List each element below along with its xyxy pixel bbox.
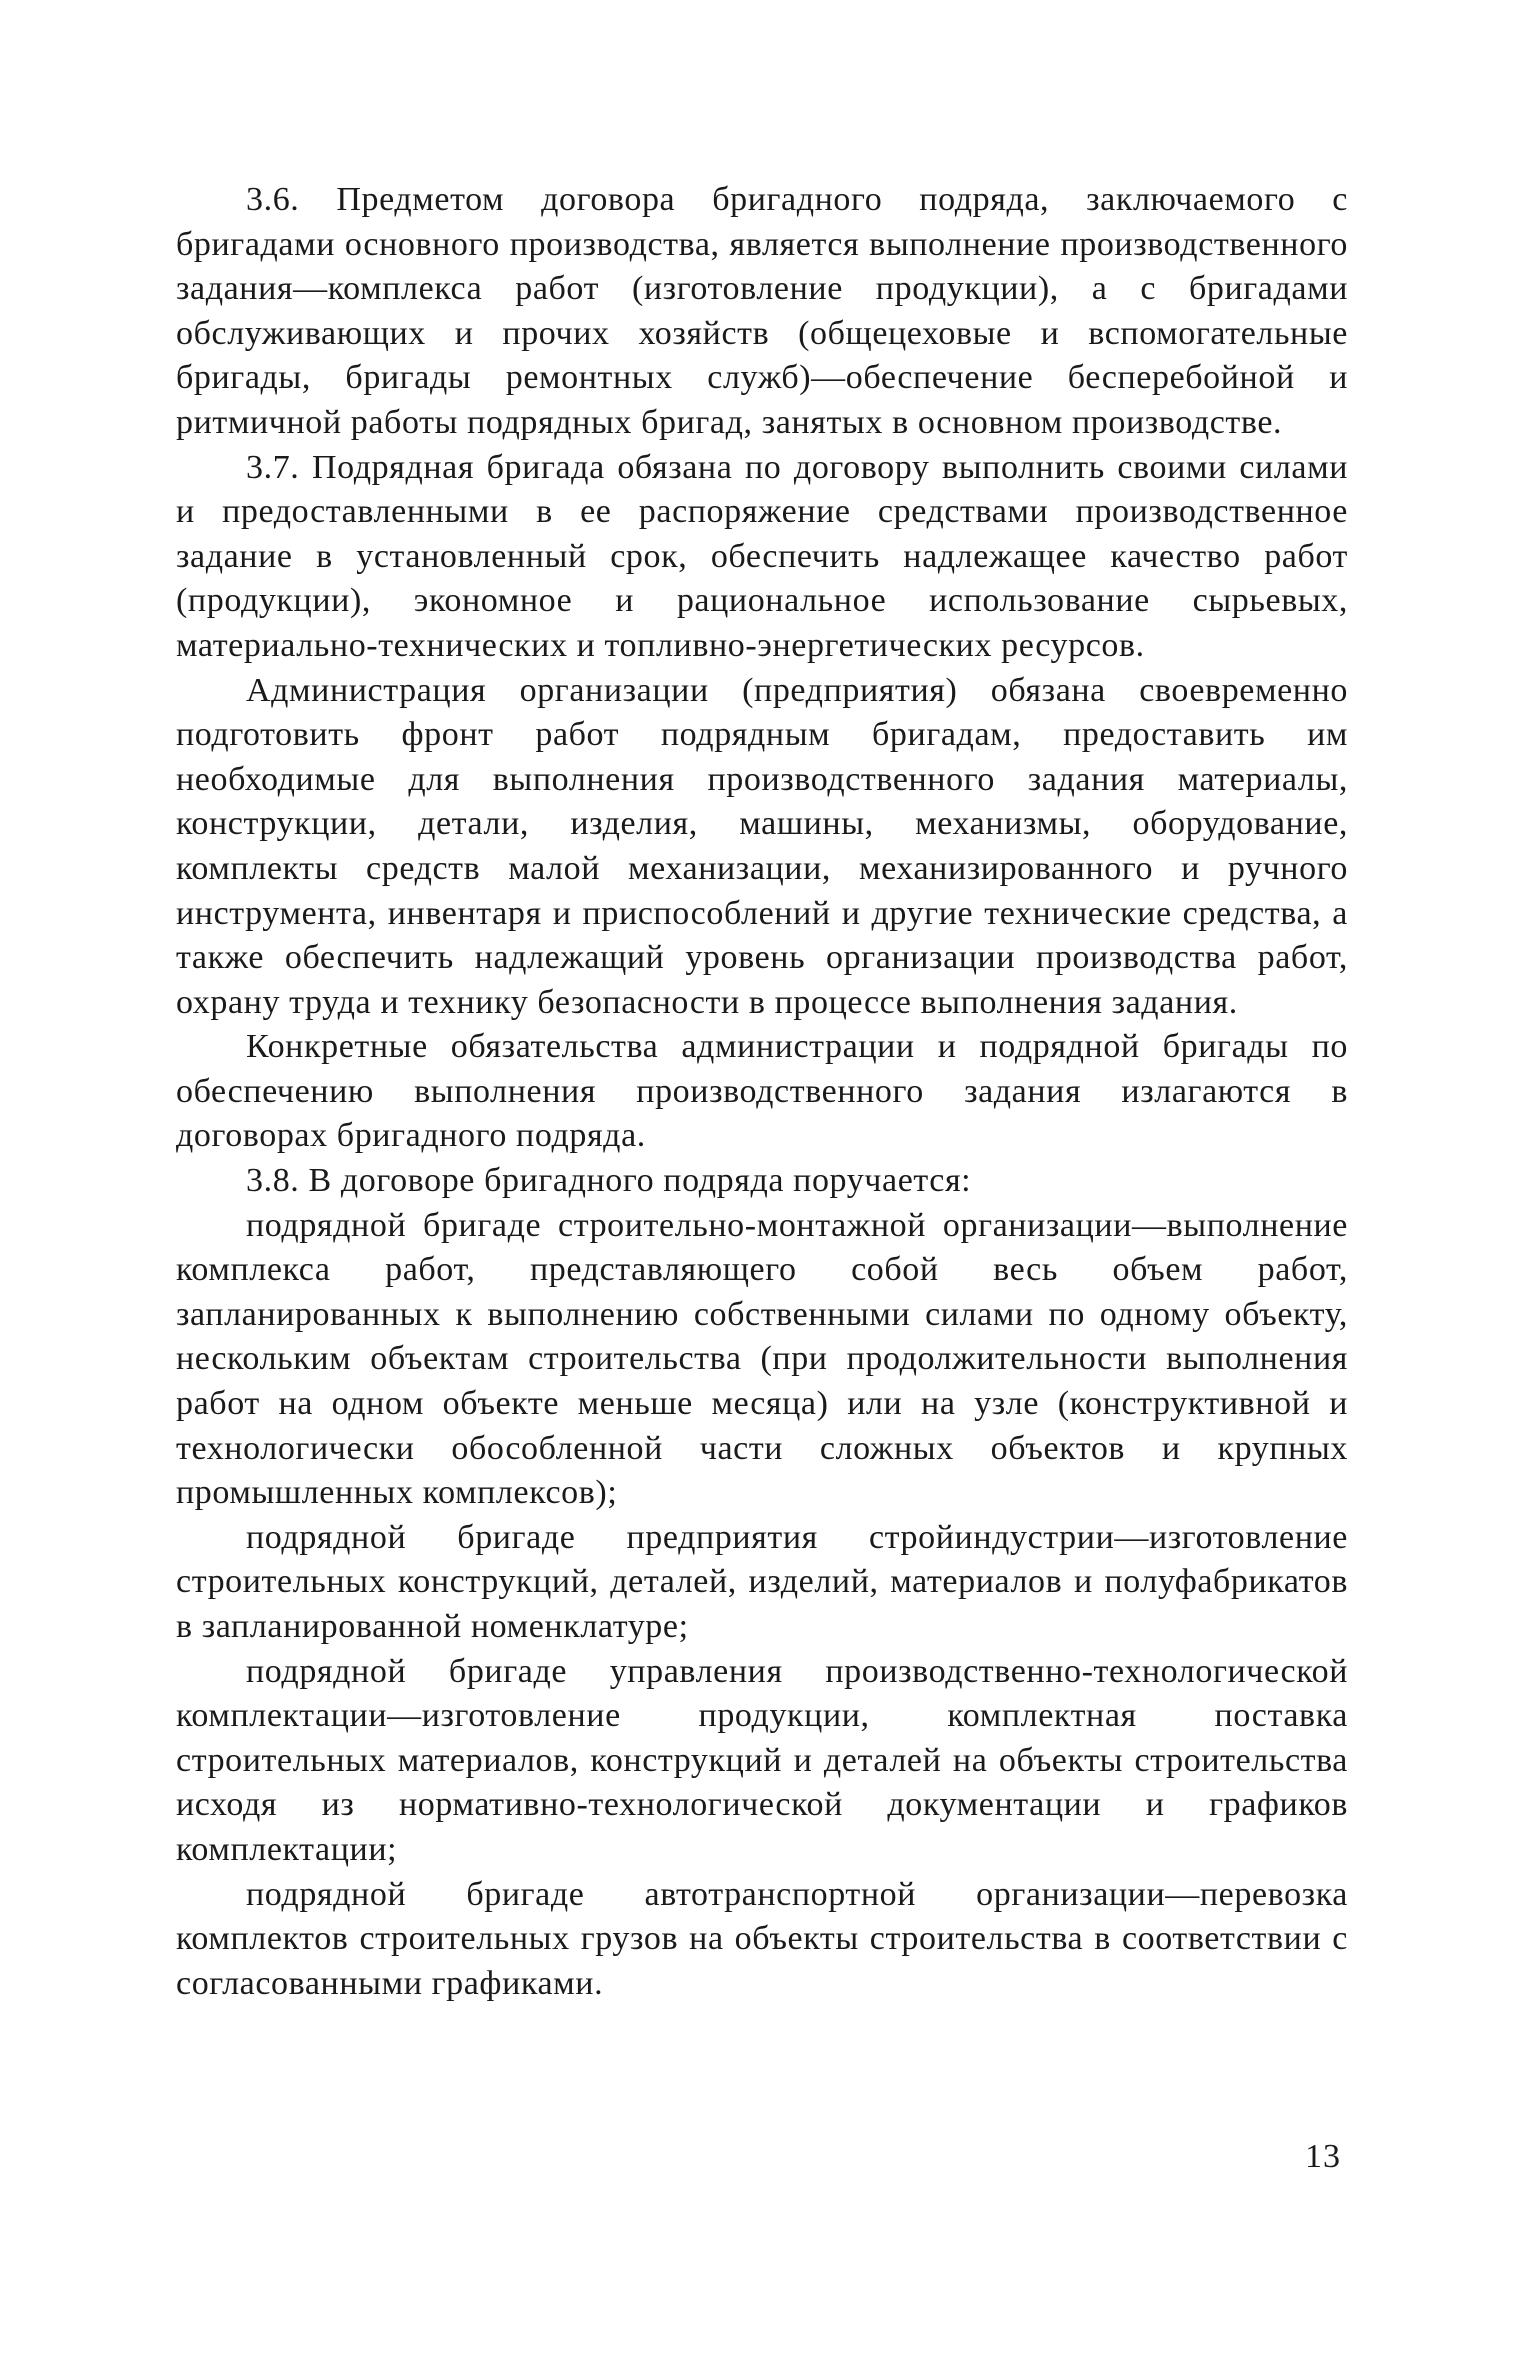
paragraph-obligations: Конкретные обязательства администрации и подрядной бригады по обеспечению выполнения производственного задания излагаются в договорах бригадного подряда.: [176, 1028, 1348, 1155]
paragraph-administration: Администрация организации (предприятия) обязана своевременно подготовить фронт работ подрядным бригадам, предоставить им необходимые для выполнения производственного задания материалы, конструкции, детали, изделия, машины, механизмы, оборудование, комплекты средств малой механизации, механизированного и ручного инструмента, инвентаря и приспособлений и другие технические средства, а также обеспечить надлежащий уровень организации производства работ, охрану труда и технику безопасности в процессе выполнения задания.: [176, 671, 1348, 1021]
body-text: [176, 178, 1348, 2006]
page-number: 13: [1305, 2138, 1341, 2175]
paragraph-3-7: 3.7. Подрядная бригада обязана по договору выполнить своими силами и предоставленными в ее распоряжение средствами производственное задание в установленный срок, обеспечить надлежащее качество работ (продукции), экономное и рациональное использование сырьевых, материально-технических и топливно-энергетических ресурсов.: [176, 448, 1348, 664]
paragraph-construction-brigade: подрядной бригаде строительно-монтажной организации—выполнение комплекса работ, представляющего собой весь объем работ, запланированных к выполнению собственными силами по одному объекту, нескольким объектам строительства (при продолжительности выполнения работ на одном объекте меньше месяца) или на узле (конструктивной и технологически обособленной части сложных объектов и крупных промышленных комплексов);: [176, 1206, 1348, 1512]
paragraph-industry-brigade: подрядной бригаде предприятия стройиндустрии—изготовление строительных конструкций, деталей, изделий, материалов и полуфабрикатов в запланированной номенклатуре;: [176, 1518, 1348, 1645]
paragraph-3-6: 3.6. Предметом договора бригадного подряда, заключаемого с бригадами основного производства, является выполнение производственного задания—комплекса работ (изготовление продукции), а с бригадами обслуживающих и прочих хозяйств (общецеховые и вспомогательные бригады, бригады ремонтных служб)—обеспечение бесперебойной и ритмичной работы подрядных бригад, занятых в основном производстве.: [176, 181, 1348, 441]
paragraph-transport-brigade: подрядной бригаде автотранспортной организации—перевозка комплектов строительных грузов на объекты строительства в соответствии с согласованными графиками.: [176, 1875, 1348, 2002]
paragraph-3-8: 3.8. В договоре бригадного подряда поручается:: [246, 1162, 972, 1200]
paragraph-supply-brigade: подрядной бригаде управления производственно-технологической комплектации—изготовление продукции, комплектная поставка строительных материалов, конструкций и деталей на объекты строительства исходя из нормативно-технологической документации и графиков комплектации;: [176, 1652, 1348, 1868]
